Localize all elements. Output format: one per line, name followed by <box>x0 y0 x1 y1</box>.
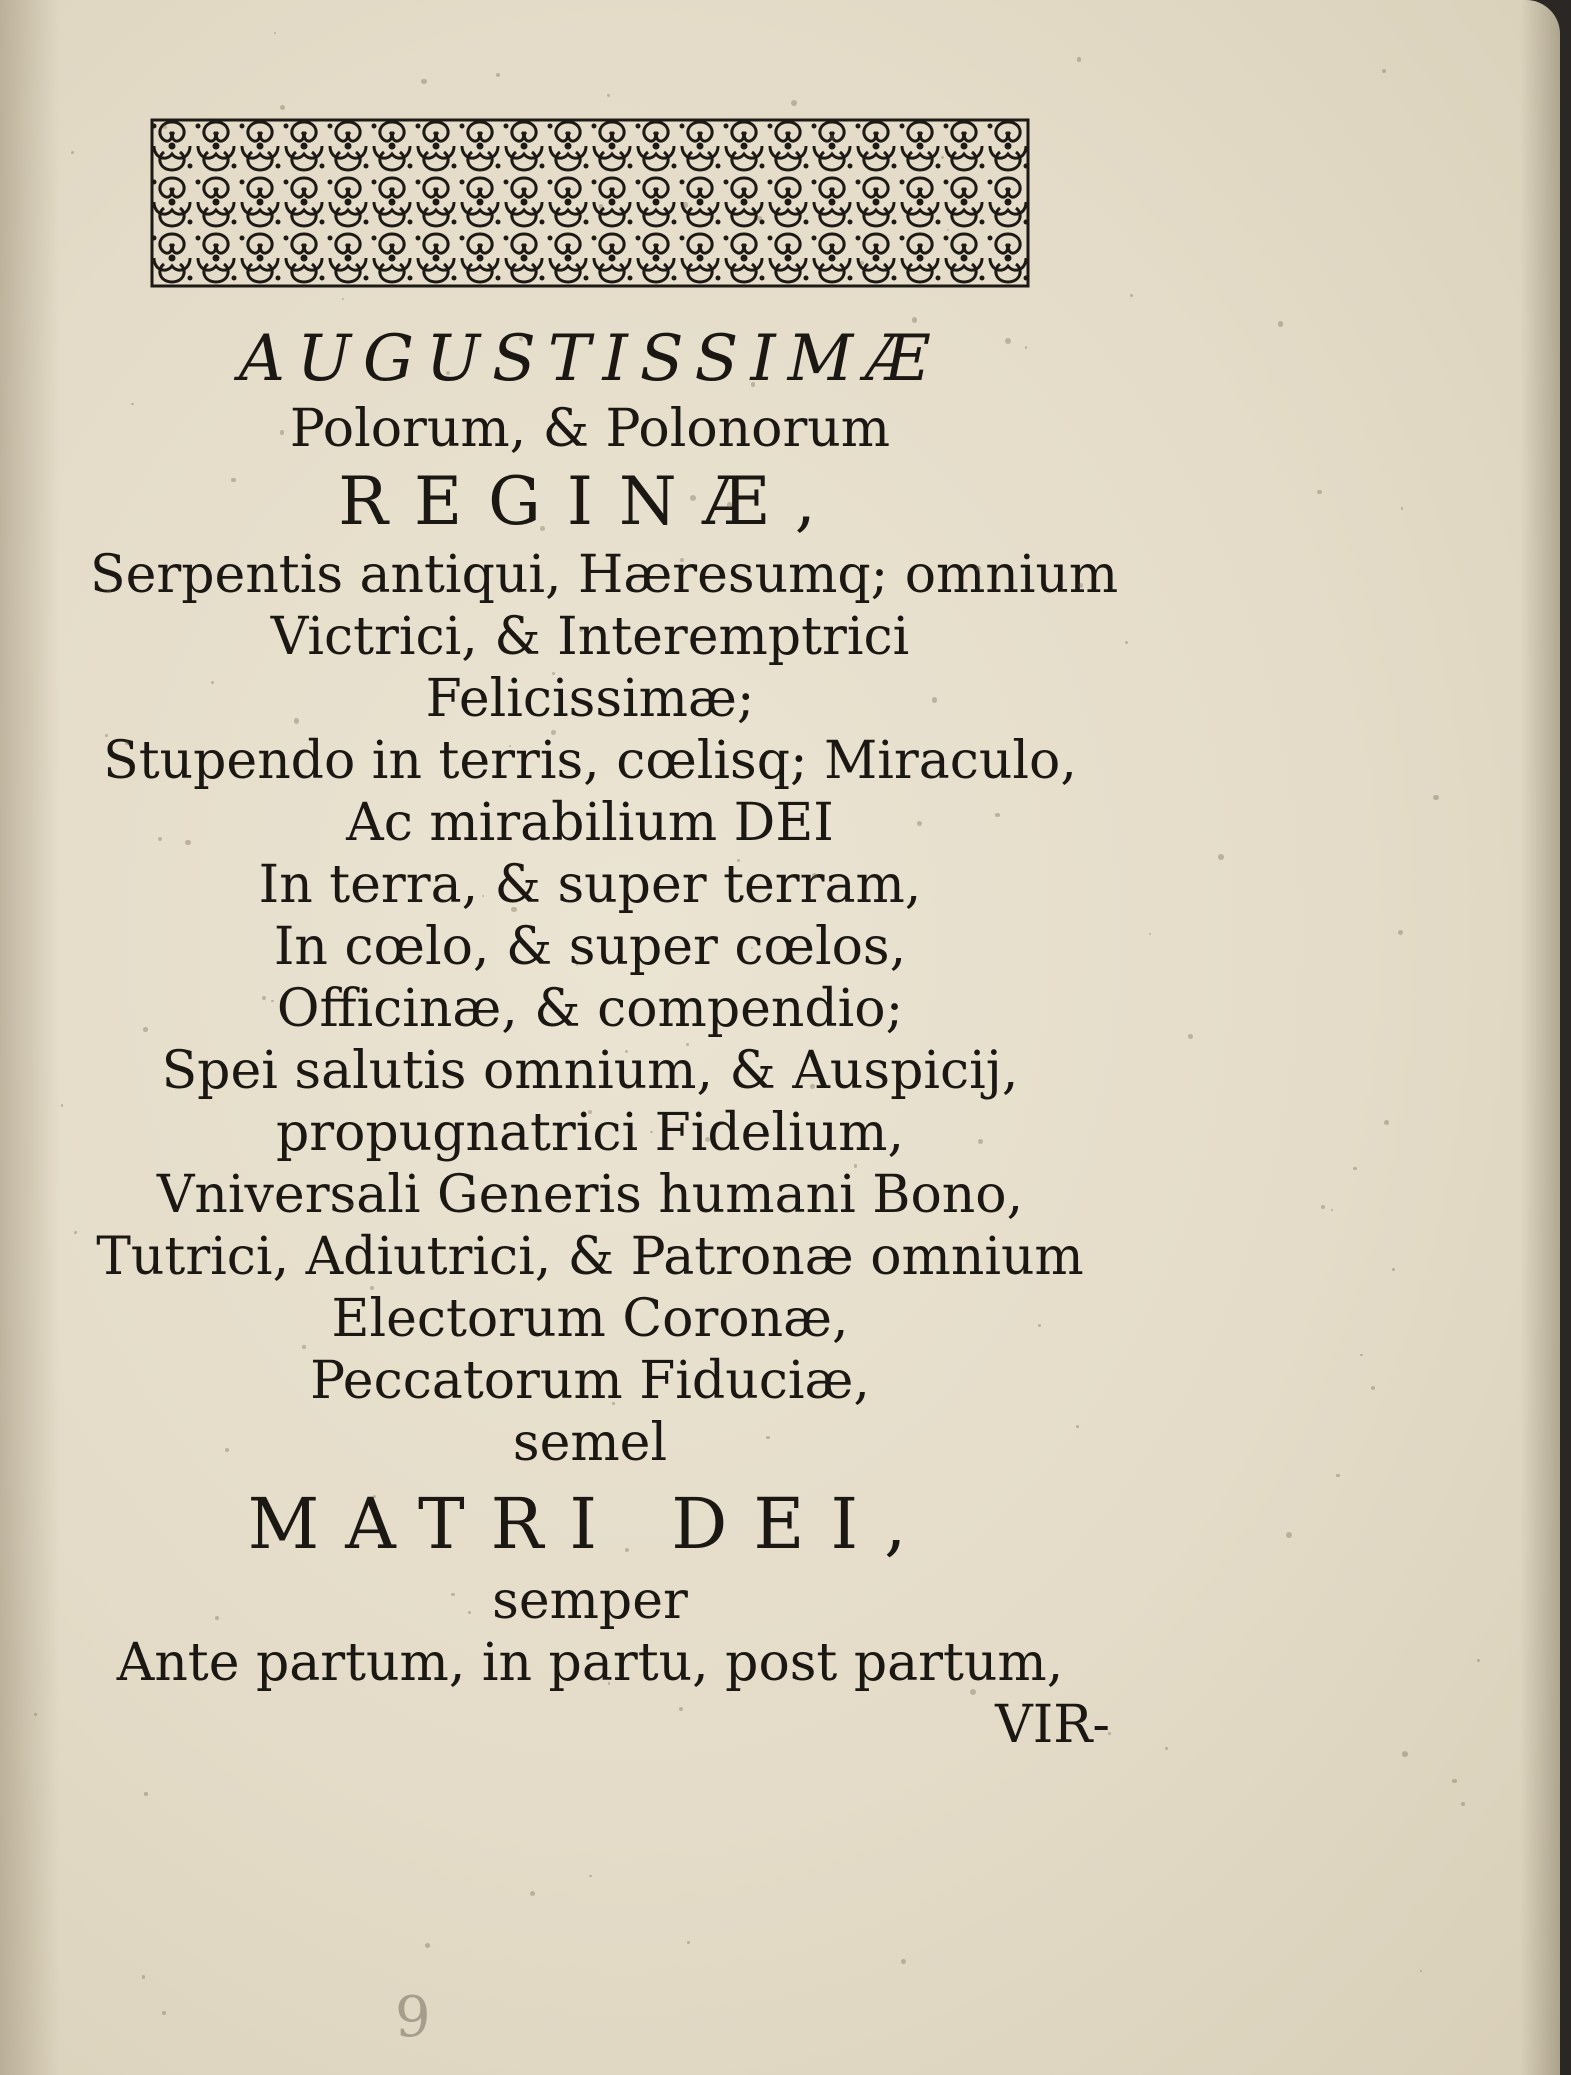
paper-speck <box>34 1713 37 1716</box>
paper-speck <box>1218 854 1224 860</box>
paper-speck <box>830 135 834 139</box>
paper-speck <box>302 1345 306 1349</box>
paper-speck <box>579 628 584 633</box>
paper-speck <box>1165 1747 1168 1750</box>
paper-speck <box>978 1139 983 1144</box>
paper-speck <box>1360 1354 1362 1356</box>
paper-speck <box>825 588 827 590</box>
text-line: Ac mirabilium DEI <box>346 793 834 853</box>
paper-speck <box>280 430 285 435</box>
paper-speck <box>687 1941 689 1943</box>
text-line: MATRI DEI, <box>247 1483 933 1565</box>
text-line: Vniversali Generis humani Bono, <box>156 1165 1024 1225</box>
paper-speck <box>1382 69 1386 73</box>
paper-speck <box>274 32 277 35</box>
paper-speck <box>976 566 981 571</box>
paper-speck <box>294 718 299 723</box>
paper-speck <box>1401 507 1403 509</box>
paper-speck <box>1477 1659 1480 1662</box>
paper-speck <box>342 298 344 300</box>
paper-speck <box>1188 1034 1193 1039</box>
paper-speck <box>680 558 684 562</box>
paper-speck <box>727 502 733 508</box>
paper-speck <box>751 382 755 386</box>
text-line: AUGUSTISSIMÆ <box>238 322 942 396</box>
paper-speck <box>1392 1268 1395 1271</box>
paper-speck <box>280 105 285 110</box>
paper-speck <box>607 94 610 97</box>
paper-speck <box>131 403 133 405</box>
paper-speck <box>757 216 762 221</box>
paper-speck <box>1125 641 1128 644</box>
paper-speck <box>1331 1209 1333 1211</box>
paper-speck <box>1317 490 1322 495</box>
paper-speck <box>1461 1802 1465 1806</box>
text-line: Polorum, & Polonorum <box>289 399 891 459</box>
paper-speck <box>1398 930 1403 935</box>
paper-speck <box>551 730 556 735</box>
pencil-mark: 9 <box>395 1985 431 2050</box>
text-line: Victrici, & Interemptrici <box>270 607 910 667</box>
paper-speck <box>1286 1532 1292 1538</box>
text-line: propugnatrici Fidelium, <box>275 1103 905 1163</box>
paper-speck <box>737 859 739 861</box>
paper-speck <box>74 1231 77 1234</box>
paper-speck <box>1149 933 1151 935</box>
paper-speck <box>271 1000 273 1002</box>
paper-speck <box>686 1043 689 1046</box>
paper-speck <box>185 840 191 846</box>
paper-speck <box>496 73 500 77</box>
paper-speck <box>625 1548 629 1552</box>
paper-speck <box>1130 294 1133 297</box>
paper-speck <box>1420 1970 1422 1972</box>
paper-speck <box>144 1792 147 1795</box>
paper-speck <box>262 996 266 1000</box>
paper-speck <box>589 1875 592 1878</box>
paper-speck <box>142 1975 146 1979</box>
ornamental-headpiece-icon <box>150 118 1030 288</box>
text-line: semper <box>492 1571 688 1631</box>
paper-speck <box>1078 583 1083 588</box>
paper-speck <box>860 261 864 265</box>
paper-speck <box>1452 1779 1457 1784</box>
text-line: Stupendo in terris, cœlisq; Miraculo, <box>103 731 1077 791</box>
text-line: Ante partum, in partu, post partum, <box>116 1633 1064 1693</box>
paper-speck <box>1402 1751 1408 1757</box>
paper-speck <box>1278 321 1283 326</box>
text-line: Electorum Coronæ, <box>331 1289 849 1349</box>
text-line: In cœlo, & super cœlos, <box>273 917 907 977</box>
title-page-text <box>90 320 1119 1756</box>
paper-speck <box>552 672 555 675</box>
paper-speck <box>599 204 603 208</box>
paper-speck <box>625 1050 628 1053</box>
paper-speck <box>211 681 214 684</box>
paper-speck <box>705 1137 710 1142</box>
paper-speck <box>1353 1167 1357 1171</box>
paper-speck <box>425 1943 430 1948</box>
paper-speck <box>912 317 918 323</box>
paper-speck <box>588 1110 592 1114</box>
paper-speck <box>530 1891 535 1896</box>
text-line: Officinæ, & compendio; <box>276 979 904 1039</box>
paper-speck <box>61 1104 63 1106</box>
paper-speck <box>451 1593 455 1597</box>
text-line: Tutrici, Adiutrici, & Patronæ omnium <box>96 1227 1084 1287</box>
paper-speck <box>995 813 999 817</box>
text-line: Felicissimæ; <box>425 669 755 729</box>
paper-speck <box>812 873 818 879</box>
paper-speck <box>421 79 427 85</box>
paper-speck <box>71 151 74 154</box>
paper-speck <box>608 1682 610 1684</box>
paper-speck <box>1321 1205 1325 1209</box>
paper-speck <box>1336 1474 1340 1478</box>
paper-speck <box>1108 1732 1111 1735</box>
paper-speck <box>947 229 949 231</box>
paper-speck <box>1433 795 1439 801</box>
text-line: semel <box>512 1413 668 1473</box>
text-line: Spei salutis omnium, & Auspicij, <box>161 1041 1019 1101</box>
paper-speck <box>1077 57 1082 62</box>
paper-speck <box>854 1164 857 1167</box>
text-line: In terra, & super terram, <box>258 855 922 915</box>
text-line: REGINÆ, <box>338 463 842 540</box>
paper-speck <box>162 2011 166 2015</box>
text-line: Peccatorum Fiduciæ, <box>310 1351 870 1411</box>
paper-speck <box>970 1689 976 1695</box>
text-line: Serpentis antiqui, Hæresumq; omnium <box>90 545 1119 605</box>
paper-speck <box>690 495 696 501</box>
paper-speck <box>1384 1120 1389 1125</box>
paper-speck <box>901 1959 906 1964</box>
paper-speck <box>511 907 517 913</box>
paper-speck <box>791 100 797 106</box>
text-line: VIR- <box>995 1695 1110 1755</box>
paper-speck <box>143 1027 148 1032</box>
paper-speck <box>1371 1386 1375 1390</box>
